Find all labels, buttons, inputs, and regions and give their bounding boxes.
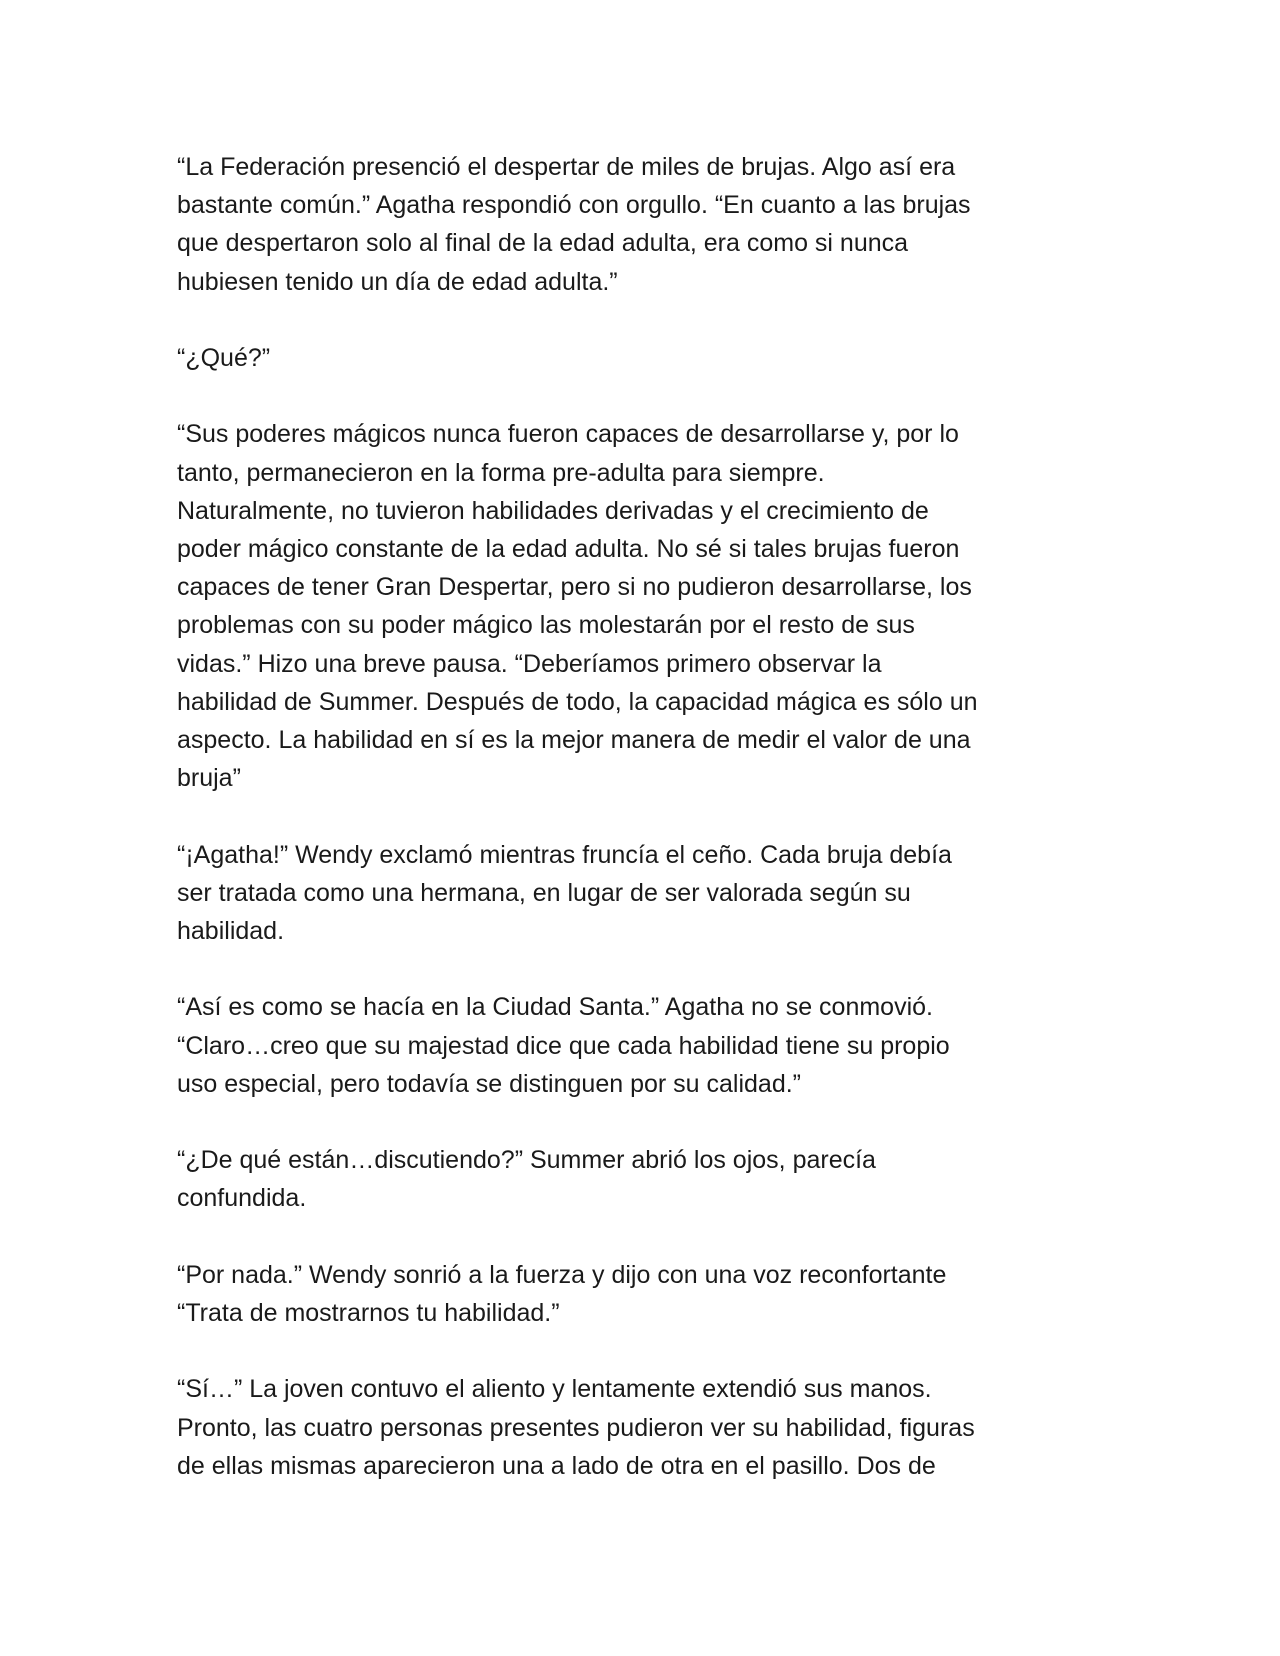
paragraph: [177, 1370, 1101, 1485]
text-line: aspecto. La habilidad en sí es la mejor manera de medir el valor de una: [177, 726, 971, 755]
text-line: tanto, permanecieron en la forma pre-adulta para siempre.: [177, 458, 825, 487]
paragraph: [177, 836, 1101, 951]
text-line: hubiesen tenido un día de edad adulta.”: [177, 267, 618, 296]
paragraph: [177, 415, 1101, 797]
text-line: confundida.: [177, 1184, 307, 1213]
text-line: que despertaron solo al final de la edad adulta, era como si nunca: [177, 229, 909, 258]
document-body: [177, 148, 1101, 1523]
text-line: poder mágico constante de la edad adulta. No sé si tales brujas fueron: [177, 535, 960, 563]
text-line: “Trata de mostrarnos tu habilidad.”: [177, 1299, 560, 1327]
text-line: “La Federación presenció el despertar de miles de brujas. Algo así era: [177, 153, 956, 181]
paragraph: [177, 988, 1101, 1103]
text-line: “¿Qué?”: [177, 344, 271, 372]
text-line: Pronto, las cuatro personas presentes pudieron ver su habilidad, figuras: [177, 1413, 975, 1442]
text-line: “¡Agatha!” Wendy exclamó mientras fruncía el ceño. Cada bruja debía: [177, 840, 952, 869]
text-line: ser tratada como una hermana, en lugar de ser valorada según su: [177, 878, 911, 907]
paragraph: [177, 1141, 1101, 1217]
text-line: de ellas mismas aparecieron una a lado de otra en el pasillo. Dos de: [177, 1451, 936, 1480]
text-line: habilidad de Summer. Después de todo, la capacidad mágica es sólo un: [177, 687, 978, 716]
paragraph: [177, 1256, 1101, 1332]
text-line: capaces de tener Gran Despertar, pero si no pudieron desarrollarse, los: [177, 573, 972, 602]
text-line: problemas con su poder mágico las molestarán por el resto de sus: [177, 611, 915, 640]
text-line: “¿De qué están…discutiendo?” Summer abrió los ojos, parecía: [177, 1146, 876, 1175]
text-line: uso especial, pero todavía se distinguen por su calidad.”: [177, 1069, 801, 1098]
text-line: “Claro…creo que su majestad dice que cada habilidad tiene su propio: [177, 1031, 950, 1060]
text-line: bastante común.” Agatha respondió con orgullo. “En cuanto a las brujas: [177, 191, 971, 220]
text-line: vidas.” Hizo una breve pausa. “Deberíamos primero observar la: [177, 649, 882, 678]
text-line: “Así es como se hacía en la Ciudad Santa.” Agatha no se conmovió.: [177, 993, 933, 1022]
paragraph: [177, 339, 1101, 377]
text-line: “Por nada.” Wendy sonrió a la fuerza y dijo con una voz reconfortante: [177, 1260, 947, 1289]
text-line: Naturalmente, no tuvieron habilidades derivadas y el crecimiento de: [177, 496, 929, 525]
text-line: bruja”: [177, 764, 241, 793]
text-line: “Sus poderes mágicos nunca fueron capaces de desarrollarse y, por lo: [177, 420, 959, 449]
paragraph: [177, 148, 1101, 301]
text-line: “Sí…” La joven contuvo el aliento y lentamente extendió sus manos.: [177, 1375, 932, 1404]
text-line: habilidad.: [177, 917, 285, 946]
